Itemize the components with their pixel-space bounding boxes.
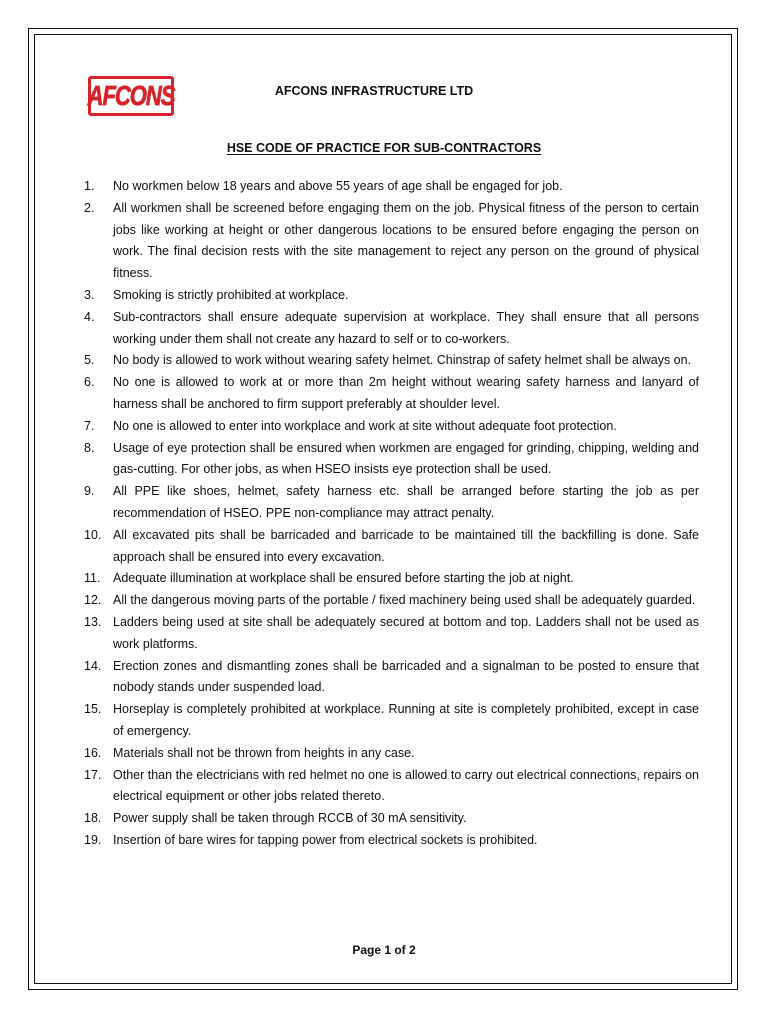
rule-item — [84, 285, 699, 307]
rule-item — [84, 743, 699, 765]
rule-text: Other than the electricians with red helmet no one is allowed to carry out electrical connections, repairs on electrical equipment or other jobs related thereto. — [113, 767, 699, 804]
rule-item — [84, 525, 699, 569]
rule-number: 13. — [84, 614, 102, 629]
rule-text: Horseplay is completely prohibited at workplace. Running at site is completely prohibited, except in case of emergency. — [113, 702, 699, 738]
rule-number: 1. — [84, 179, 95, 193]
rule-item — [84, 656, 699, 700]
rule-item — [84, 765, 699, 809]
rule-item — [84, 350, 699, 372]
rule-text: No one is allowed to work at or more than 2m height without wearing safety harness and lanyard of harness shall be anchored to firm support preferably at shoulder level. — [113, 375, 699, 411]
rule-text: All PPE like shoes, helmet, safety harness etc. shall be arranged before starting the job as per recommendation of HSEO. PPE non-compliance may attract penalty. — [113, 484, 699, 520]
rule-item — [84, 307, 699, 351]
rule-number: 6. — [84, 375, 95, 390]
rule-number: 3. — [84, 287, 95, 302]
rule-number: 4. — [84, 309, 95, 324]
rule-number: 10. — [84, 527, 102, 542]
rule-text: All the dangerous moving parts of the portable / fixed machinery being used shall be adequately guarded. — [113, 593, 696, 608]
rule-number: 11. — [84, 571, 101, 586]
rule-number: 17. — [84, 767, 102, 782]
rule-item — [84, 481, 699, 525]
rule-text: No one is allowed to enter into workplace and work at site without adequate foot protection. — [113, 418, 617, 433]
rule-text: Sub-contractors shall ensure adequate supervision at workplace. They shall ensure that all persons working under them shall not create any hazard to self or to co-workers. — [113, 309, 699, 346]
document-title: HSE CODE OF PRACTICE FOR SUB-CONTRACTORS — [226, 141, 542, 155]
rule-text: All workmen shall be screened before engaging them on the job. Physical fitness of the person to certain jobs like working at height or other dangerous locations to be ensured before engaging the person on work. The final decision rests with the site management to reject any person on the ground of physical fitness. — [113, 200, 699, 281]
rule-number: 9. — [84, 484, 95, 499]
rule-item — [84, 808, 699, 830]
rule-item — [84, 416, 699, 438]
rule-text: Usage of eye protection shall be ensured when workmen are engaged for grinding, chipping, welding and gas-cutting. For other jobs, as when HSEO insists eye protection shall be used. — [113, 440, 699, 477]
rule-text: Ladders being used at site shall be adequately secured at bottom and top. Ladders shall not be used as work platforms. — [113, 614, 699, 651]
rule-number: 18. — [84, 811, 102, 826]
rule-text: Adequate illumination at workplace shall be ensured before starting the job at night. — [113, 571, 574, 586]
rule-number: 14. — [84, 658, 102, 673]
company-name: AFCONS INFRASTRUCTURE LTD — [274, 84, 474, 98]
rules-list — [84, 176, 699, 852]
rule-number: 15. — [84, 702, 102, 717]
rule-number: 12. — [84, 593, 102, 608]
rule-item — [84, 372, 699, 416]
rule-text: Smoking is strictly prohibited at workplace. — [113, 287, 349, 302]
rule-text: Erection zones and dismantling zones shall be barricaded and a signalman to be posted to ensure that nobody stands under suspended load. — [113, 658, 699, 695]
rule-item — [84, 612, 699, 656]
rule-text: All excavated pits shall be barricaded and barricade to be maintained till the backfilling is done. Safe approach shall be ensured into every excavation. — [113, 527, 699, 564]
rule-item — [84, 830, 699, 852]
rule-number: 5. — [84, 353, 95, 368]
rule-text: Power supply shall be taken through RCCB of 30 mA sensitivity. — [113, 811, 467, 826]
rule-text: Materials shall not be thrown from heights in any case. — [113, 745, 415, 760]
logo-text: AFCONS — [87, 79, 175, 111]
rule-number: 7. — [84, 418, 95, 433]
rule-number: 16. — [84, 745, 102, 760]
rule-item — [84, 176, 699, 198]
rule-item — [84, 438, 699, 482]
rule-text: Insertion of bare wires for tapping power from electrical sockets is prohibited. — [113, 832, 538, 847]
rule-text: No workmen below 18 years and above 55 years of age shall be engaged for job. — [113, 179, 563, 193]
rule-text: No body is allowed to work without wearing safety helmet. Chinstrap of safety helmet shall be always on. — [113, 353, 692, 368]
rule-item — [84, 198, 699, 285]
rule-item — [84, 568, 699, 590]
rule-item — [84, 699, 699, 743]
rule-number: 19. — [84, 832, 102, 847]
rule-number: 2. — [84, 200, 95, 215]
rule-item — [84, 590, 699, 612]
rule-number: 8. — [84, 440, 95, 455]
page-number: Page 1 of 2 — [352, 943, 416, 957]
